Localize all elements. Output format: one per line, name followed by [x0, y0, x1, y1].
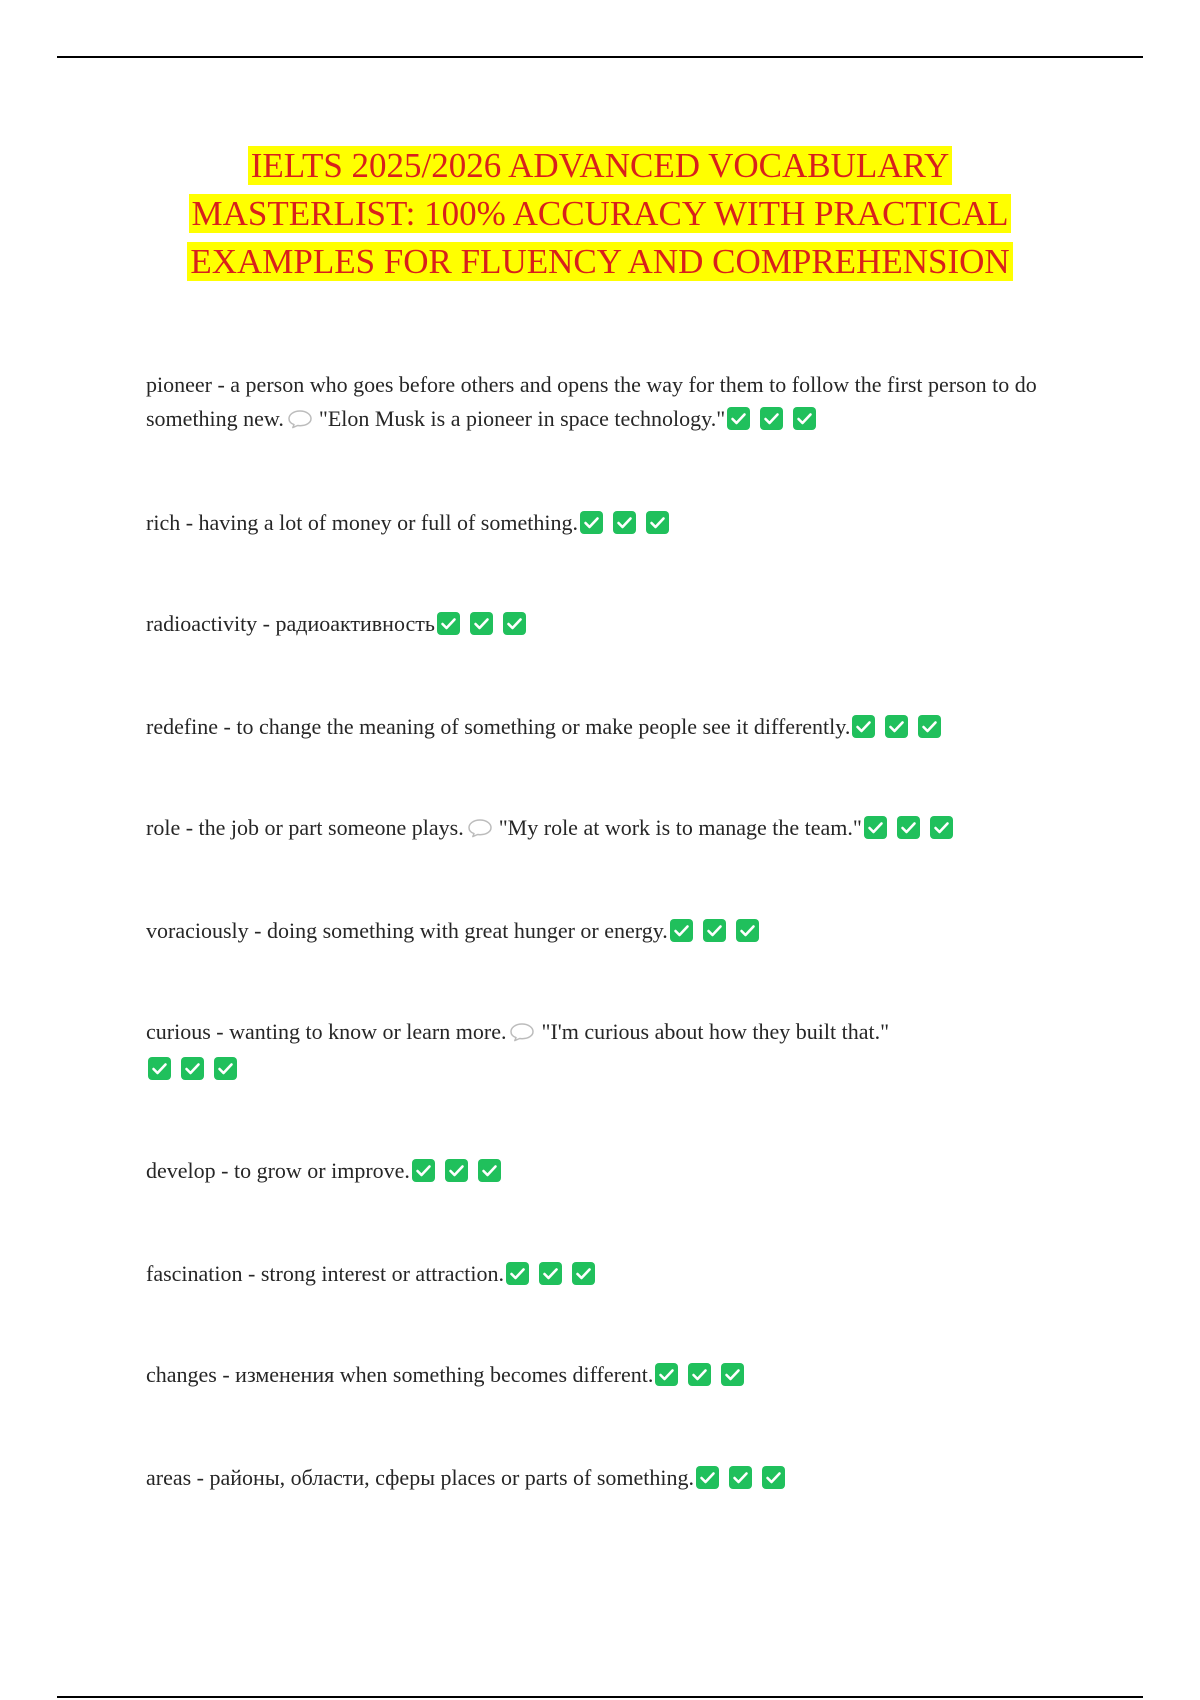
check-mark-icon	[721, 1362, 744, 1385]
check-mark-icon	[445, 1158, 468, 1181]
check-mark-icon	[670, 918, 693, 941]
check-mark-icon	[793, 406, 816, 429]
check-marks	[852, 714, 951, 748]
speech-bubble-icon	[509, 1018, 535, 1052]
vocab-entry	[146, 368, 1046, 440]
check-marks	[506, 1261, 605, 1295]
vocab-entry	[146, 1461, 1046, 1499]
check-marks	[670, 918, 769, 952]
check-mark-icon	[181, 1056, 204, 1079]
check-mark-icon	[437, 611, 460, 634]
check-mark-icon	[503, 611, 526, 634]
check-mark-icon	[760, 406, 783, 429]
check-mark-icon	[918, 714, 941, 737]
check-mark-icon	[885, 714, 908, 737]
check-marks	[696, 1465, 795, 1499]
check-mark-icon	[148, 1056, 171, 1079]
vocab-entry	[146, 1358, 1046, 1396]
check-mark-icon	[688, 1362, 711, 1385]
check-mark-icon	[470, 611, 493, 634]
title-block	[0, 142, 1200, 286]
check-mark-icon	[930, 815, 953, 838]
bottom-rule	[57, 1696, 1143, 1698]
check-mark-icon	[729, 1465, 752, 1488]
check-mark-icon	[539, 1261, 562, 1284]
check-mark-icon	[864, 815, 887, 838]
vocab-entry	[146, 914, 1046, 952]
entry-text: pioneer - a person who goes before others and opens the way for them to follow the first person to do something new.	[146, 372, 1037, 431]
check-mark-icon	[478, 1158, 501, 1181]
check-mark-icon	[214, 1056, 237, 1079]
check-marks	[727, 406, 826, 440]
entry-text: fascination - strong interest or attraction.	[146, 1261, 504, 1286]
entry-text: radioactivity - радиоактивность	[146, 611, 435, 636]
vocab-entry	[146, 607, 1046, 645]
vocab-entry	[146, 1154, 1046, 1192]
check-mark-icon	[897, 815, 920, 838]
entry-text: develop - to grow or improve.	[146, 1158, 410, 1183]
check-mark-icon	[696, 1465, 719, 1488]
check-mark-icon	[580, 510, 603, 533]
vocab-entry	[146, 1015, 926, 1090]
entry-example: "Elon Musk is a pioneer in space technology."	[318, 406, 726, 431]
check-marks	[437, 611, 536, 645]
check-mark-icon	[762, 1465, 785, 1488]
entry-text: rich - having a lot of money or full of something.	[146, 510, 578, 535]
speech-bubble-icon	[287, 405, 313, 439]
document-title	[150, 142, 1050, 286]
check-mark-icon	[736, 918, 759, 941]
vocab-entry	[146, 710, 1046, 748]
check-mark-icon	[703, 918, 726, 941]
entry-text: changes - изменения when something becomes different.	[146, 1362, 654, 1387]
check-marks	[148, 1056, 247, 1090]
check-mark-icon	[506, 1261, 529, 1284]
check-mark-icon	[646, 510, 669, 533]
check-marks	[412, 1158, 511, 1192]
entry-text: voraciously - doing something with great hunger or energy.	[146, 918, 668, 943]
check-mark-icon	[727, 406, 750, 429]
top-rule	[57, 56, 1143, 58]
check-mark-icon	[852, 714, 875, 737]
check-mark-icon	[412, 1158, 435, 1181]
speech-bubble-icon	[467, 814, 493, 848]
vocab-entry	[146, 1257, 1046, 1295]
check-mark-icon	[655, 1362, 678, 1385]
entry-text: redefine - to change the meaning of something or make people see it differently.	[146, 714, 851, 739]
entry-text: areas - районы, области, сферы places or parts of something.	[146, 1465, 695, 1490]
vocab-entry	[146, 811, 1046, 849]
check-mark-icon	[613, 510, 636, 533]
check-marks	[864, 815, 963, 849]
entry-example: "I'm curious about how they built that."	[541, 1019, 890, 1044]
entry-text: role - the job or part someone plays.	[146, 815, 464, 840]
entry-text: curious - wanting to know or learn more.	[146, 1019, 507, 1044]
title-highlight: IELTS 2025/2026 ADVANCED VOCABULARY MASTERLIST: 100% ACCURACY WITH PRACTICAL EXAMPLES FOR FLUENCY AND COMPREHENSION	[187, 146, 1012, 281]
check-marks	[655, 1362, 754, 1396]
check-mark-icon	[572, 1261, 595, 1284]
check-marks	[580, 510, 679, 544]
entry-example: "My role at work is to manage the team."	[498, 815, 862, 840]
vocab-entry	[146, 506, 1046, 544]
